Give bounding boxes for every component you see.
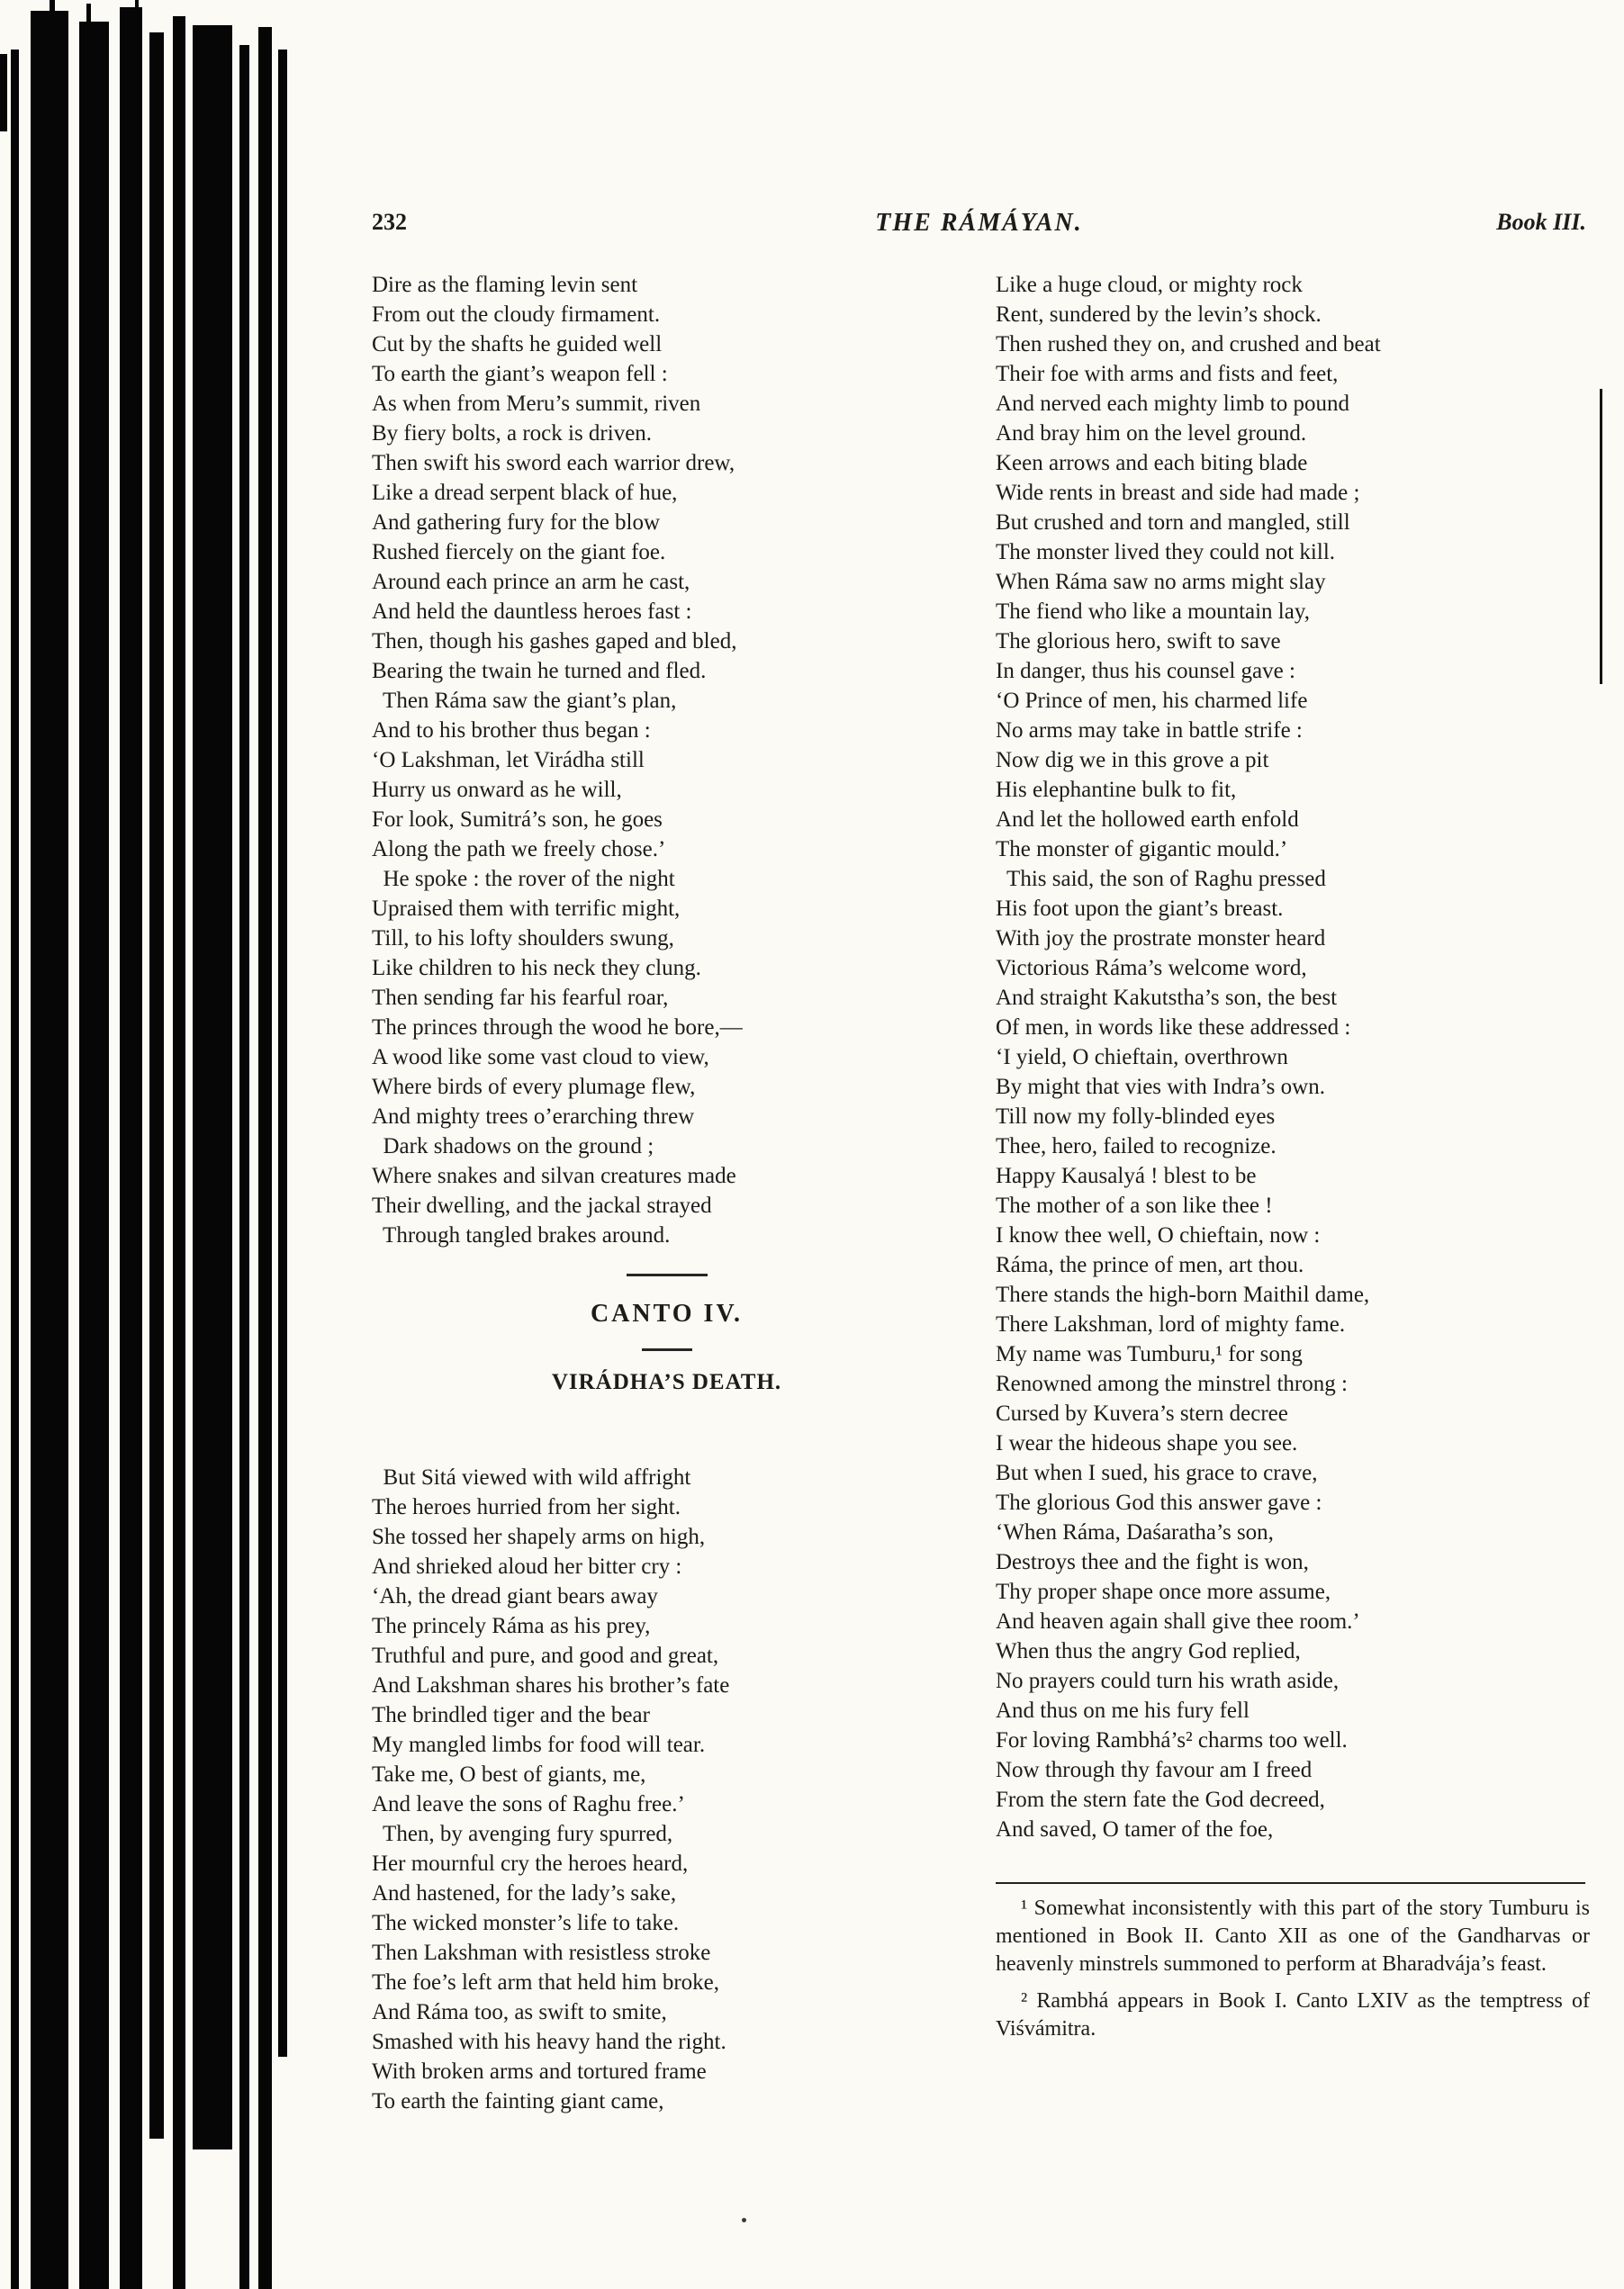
verse-line: I wear the hideous shape you see. bbox=[996, 1431, 1298, 1455]
verse-line: With broken arms and tortured frame bbox=[372, 2059, 707, 2084]
scan-artifact-dot bbox=[742, 2218, 746, 2222]
verse-line: The fiend who like a mountain lay, bbox=[996, 599, 1310, 624]
verse-line: The princes through the wood he bore,— bbox=[372, 1015, 743, 1040]
verse-line: A wood like some vast cloud to view, bbox=[372, 1045, 709, 1069]
verse-line: Cursed by Kuvera’s stern decree bbox=[996, 1401, 1288, 1426]
verse-line: Thy proper shape once more assume, bbox=[996, 1580, 1331, 1604]
running-title: THE RÁMÁYAN. bbox=[875, 209, 1083, 237]
verse-line: Then Ráma saw the giant’s plan, bbox=[372, 689, 677, 713]
verse-line: Bearing the twain he turned and fled. bbox=[372, 659, 707, 683]
verse-line: The monster lived they could not kill. bbox=[996, 540, 1336, 564]
verse-line: Like a huge cloud, or mighty rock bbox=[996, 273, 1303, 297]
verse-line: The glorious hero, swift to save bbox=[996, 629, 1281, 653]
verse-line: And straight Kakutstha’s son, the best bbox=[996, 986, 1338, 1010]
scan-artifact-mark bbox=[0, 54, 7, 131]
left-column bbox=[372, 270, 961, 2116]
verse-line: Keen arrows and each biting blade bbox=[996, 451, 1308, 475]
verse-line: For loving Rambhá’s² charms too well. bbox=[996, 1728, 1348, 1753]
book-label: Book III. bbox=[1496, 209, 1586, 235]
verse-line: The mother of a son like thee ! bbox=[996, 1194, 1273, 1218]
verse-line: Like children to his neck they clung. bbox=[372, 956, 701, 980]
verse-line: From the stern fate the God decreed, bbox=[996, 1788, 1325, 1812]
verse-line: To earth the giant’s weapon fell : bbox=[372, 362, 668, 386]
verse-line: Happy Kausalyá ! blest to be bbox=[996, 1164, 1257, 1188]
verse-line: ‘O Prince of men, his charmed life bbox=[996, 689, 1308, 713]
verse-line: His elephantine bulk to fit, bbox=[996, 778, 1237, 802]
verse-line: Now dig we in this grove a pit bbox=[996, 748, 1269, 772]
scan-artifact-bar bbox=[11, 50, 19, 2289]
scan-artifact-bar bbox=[173, 16, 185, 2289]
verse-line: Thee, hero, failed to recognize. bbox=[996, 1134, 1277, 1158]
verse-line: When Ráma saw no arms might slay bbox=[996, 570, 1326, 594]
scan-artifact-bar bbox=[258, 27, 272, 2289]
footnote: ¹ Somewhat inconsistently with this part of the story Tumburu is mentioned in Book II. Canto XII as one of the Gandharvas or heavenly minstrels summoned to perform at Bharadvája’s feast. bbox=[996, 1897, 1590, 1976]
verse-line: The monster of gigantic mould.’ bbox=[996, 837, 1288, 861]
verse-line: I know thee well, O chieftain, now : bbox=[996, 1223, 1321, 1248]
verse-line: Then, though his gashes gaped and bled, bbox=[372, 629, 737, 653]
verse-line: In danger, thus his counsel gave : bbox=[996, 659, 1295, 683]
verse-stanza bbox=[372, 270, 961, 1250]
verse-line: Dire as the flaming levin sent bbox=[372, 273, 638, 297]
canto-divider-rule bbox=[642, 1348, 692, 1351]
verse-line: And mighty trees o’erarching threw bbox=[372, 1104, 695, 1129]
footnotes bbox=[996, 1895, 1590, 2043]
verse-line: This said, the son of Raghu pressed bbox=[996, 867, 1326, 891]
verse-line: The glorious God this answer gave : bbox=[996, 1491, 1322, 1515]
verse-line: My name was Tumburu,¹ for song bbox=[996, 1342, 1303, 1366]
verse-line: Take me, O best of giants, me, bbox=[372, 1762, 646, 1787]
verse-line: Of men, in words like these addressed : bbox=[996, 1015, 1351, 1040]
verse-line: From out the cloudy firmament. bbox=[372, 302, 661, 327]
verse-line: Now through thy favour am I freed bbox=[996, 1758, 1313, 1782]
scan-artifact-bar bbox=[149, 32, 164, 2139]
section-divider-rule bbox=[627, 1274, 708, 1276]
verse-line: Her mournful cry the heroes heard, bbox=[372, 1852, 689, 1876]
verse-line: Destroys thee and the fight is won, bbox=[996, 1550, 1309, 1574]
verse-line: Wide rents in breast and side had made ; bbox=[996, 481, 1360, 505]
verse-line: Where snakes and silvan creatures made bbox=[372, 1164, 736, 1188]
verse-line: For look, Sumitrá’s son, he goes bbox=[372, 807, 663, 832]
verse-line: Till, to his lofty shoulders swung, bbox=[372, 926, 674, 951]
verse-line: Like a dread serpent black of hue, bbox=[372, 481, 678, 505]
verse-line: Truthful and pure, and good and great, bbox=[372, 1644, 719, 1668]
scan-artifact-mark bbox=[50, 0, 55, 23]
verse-line: And hastened, for the lady’s sake, bbox=[372, 1881, 677, 1906]
scan-gutter-artifact bbox=[0, 0, 306, 2289]
verse-line: Dark shadows on the ground ; bbox=[372, 1134, 654, 1158]
verse-line: No prayers could turn his wrath aside, bbox=[996, 1669, 1340, 1693]
verse-line: But Sitá viewed with wild affright bbox=[372, 1465, 691, 1490]
canto-heading: CANTO IV. bbox=[590, 1300, 744, 1328]
verse-line: Till now my folly-blinded eyes bbox=[996, 1104, 1276, 1129]
verse-line: Ráma, the prince of men, art thou. bbox=[996, 1253, 1304, 1277]
verse-line: And Lakshman shares his brother’s fate bbox=[372, 1673, 730, 1698]
verse-line: When thus the angry God replied, bbox=[996, 1639, 1301, 1663]
verse-line: ‘Ah, the dread giant bears away bbox=[372, 1584, 658, 1609]
verse-line: And saved, O tamer of the foe, bbox=[996, 1817, 1274, 1842]
verse-line: Along the path we freely chose.’ bbox=[372, 837, 666, 861]
verse-line: And held the dauntless heroes fast : bbox=[372, 599, 692, 624]
scan-artifact-bar bbox=[193, 25, 232, 2149]
verse-line: ‘O Lakshman, let Virádha still bbox=[372, 748, 645, 772]
page-header bbox=[372, 209, 1586, 245]
verse-line: Their dwelling, and the jackal strayed bbox=[372, 1194, 712, 1218]
scan-artifact-mark bbox=[86, 4, 91, 22]
verse-line: Through tangled brakes around. bbox=[372, 1223, 671, 1248]
verse-line: ‘I yield, O chieftain, overthrown bbox=[996, 1045, 1288, 1069]
verse-line: To earth the fainting giant came, bbox=[372, 2089, 664, 2113]
verse-line: And shrieked aloud her bitter cry : bbox=[372, 1555, 682, 1579]
verse-line: His foot upon the giant’s breast. bbox=[996, 897, 1284, 921]
verse-line: Then swift his sword each warrior drew, bbox=[372, 451, 735, 475]
verse-line: Then rushed they on, and crushed and beat bbox=[996, 332, 1381, 356]
verse-line: There Lakshman, lord of mighty fame. bbox=[996, 1312, 1346, 1337]
verse-line: Then Lakshman with resistless stroke bbox=[372, 1941, 711, 1965]
right-column bbox=[996, 270, 1590, 2052]
verse-line: ‘When Ráma, Daśaratha’s son, bbox=[996, 1520, 1274, 1545]
verse-line: Then, by avenging fury spurred, bbox=[372, 1822, 673, 1846]
scan-artifact-bar bbox=[120, 7, 142, 2289]
verse-stanza bbox=[996, 270, 1590, 1844]
verse-line: By fiery bolts, a rock is driven. bbox=[372, 421, 653, 446]
scan-artifact-mark bbox=[135, 0, 139, 14]
verse-line: And heaven again shall give thee room.’ bbox=[996, 1609, 1360, 1634]
verse-line: And let the hollowed earth enfold bbox=[996, 807, 1299, 832]
scan-artifact-bar bbox=[79, 22, 109, 2289]
verse-line: And nerved each mighty limb to pound bbox=[996, 392, 1349, 416]
verse-line: No arms may take in battle strife : bbox=[996, 718, 1303, 743]
verse-line: Smashed with his heavy hand the right. bbox=[372, 2030, 726, 2054]
scan-edge-line bbox=[1600, 389, 1602, 684]
verse-line: Hurry us onward as he will, bbox=[372, 778, 622, 802]
verse-line: But crushed and torn and mangled, still bbox=[996, 510, 1350, 535]
verse-line: Their foe with arms and fists and feet, bbox=[996, 362, 1339, 386]
verse-line: Renowned among the minstrel throng : bbox=[996, 1372, 1348, 1396]
verse-line: The princely Ráma as his prey, bbox=[372, 1614, 651, 1638]
scan-artifact-bar bbox=[278, 50, 287, 2057]
verse-line: With joy the prostrate monster heard bbox=[996, 926, 1326, 951]
verse-line: Rushed fiercely on the giant foe. bbox=[372, 540, 666, 564]
verse-line: Around each prince an arm he cast, bbox=[372, 570, 690, 594]
verse-line: The brindled tiger and the bear bbox=[372, 1703, 650, 1727]
verse-line: She tossed her shapely arms on high, bbox=[372, 1525, 706, 1549]
verse-line: Rent, sundered by the levin’s shock. bbox=[996, 302, 1322, 327]
verse-line: Upraised them with terrific might, bbox=[372, 897, 681, 921]
verse-line: There stands the high-born Maithil dame, bbox=[996, 1283, 1370, 1307]
verse-line: My mangled limbs for food will tear. bbox=[372, 1733, 706, 1757]
scan-artifact-bar bbox=[239, 45, 249, 2289]
verse-line: Then sending far his fearful roar, bbox=[372, 986, 669, 1010]
verse-stanza bbox=[372, 1463, 961, 2116]
verse-line: And thus on me his fury fell bbox=[996, 1699, 1250, 1723]
footnote-separator bbox=[996, 1882, 1585, 1884]
page-number: 232 bbox=[372, 209, 407, 235]
verse-line: He spoke : the rover of the night bbox=[372, 867, 675, 891]
verse-line: And leave the sons of Raghu free.’ bbox=[372, 1792, 685, 1816]
verse-line: And bray him on the level ground. bbox=[996, 421, 1307, 446]
scan-artifact-bar bbox=[31, 11, 68, 2289]
verse-line: But when I sued, his grace to crave, bbox=[996, 1461, 1318, 1485]
verse-line: By might that vies with Indra’s own. bbox=[996, 1075, 1325, 1099]
verse-line: The heroes hurried from her sight. bbox=[372, 1495, 681, 1519]
verse-line: The wicked monster’s life to take. bbox=[372, 1911, 680, 1935]
verse-line: The foe’s left arm that held him broke, bbox=[372, 1970, 719, 1995]
verse-line: And gathering fury for the blow bbox=[372, 510, 661, 535]
footnote: ² Rambhá appears in Book I. Canto LXIV as the temptress of Viśvámitra. bbox=[996, 1989, 1590, 2041]
verse-line: Where birds of every plumage flew, bbox=[372, 1075, 696, 1099]
verse-line: As when from Meru’s summit, riven bbox=[372, 392, 701, 416]
canto-subheading: VIRÁDHA’S DEATH. bbox=[551, 1370, 782, 1394]
verse-line: And to his brother thus began : bbox=[372, 718, 651, 743]
verse-line: Cut by the shafts he guided well bbox=[372, 332, 663, 356]
verse-line: Victorious Ráma’s welcome word, bbox=[996, 956, 1307, 980]
verse-line: And Ráma too, as swift to smite, bbox=[372, 2000, 667, 2024]
